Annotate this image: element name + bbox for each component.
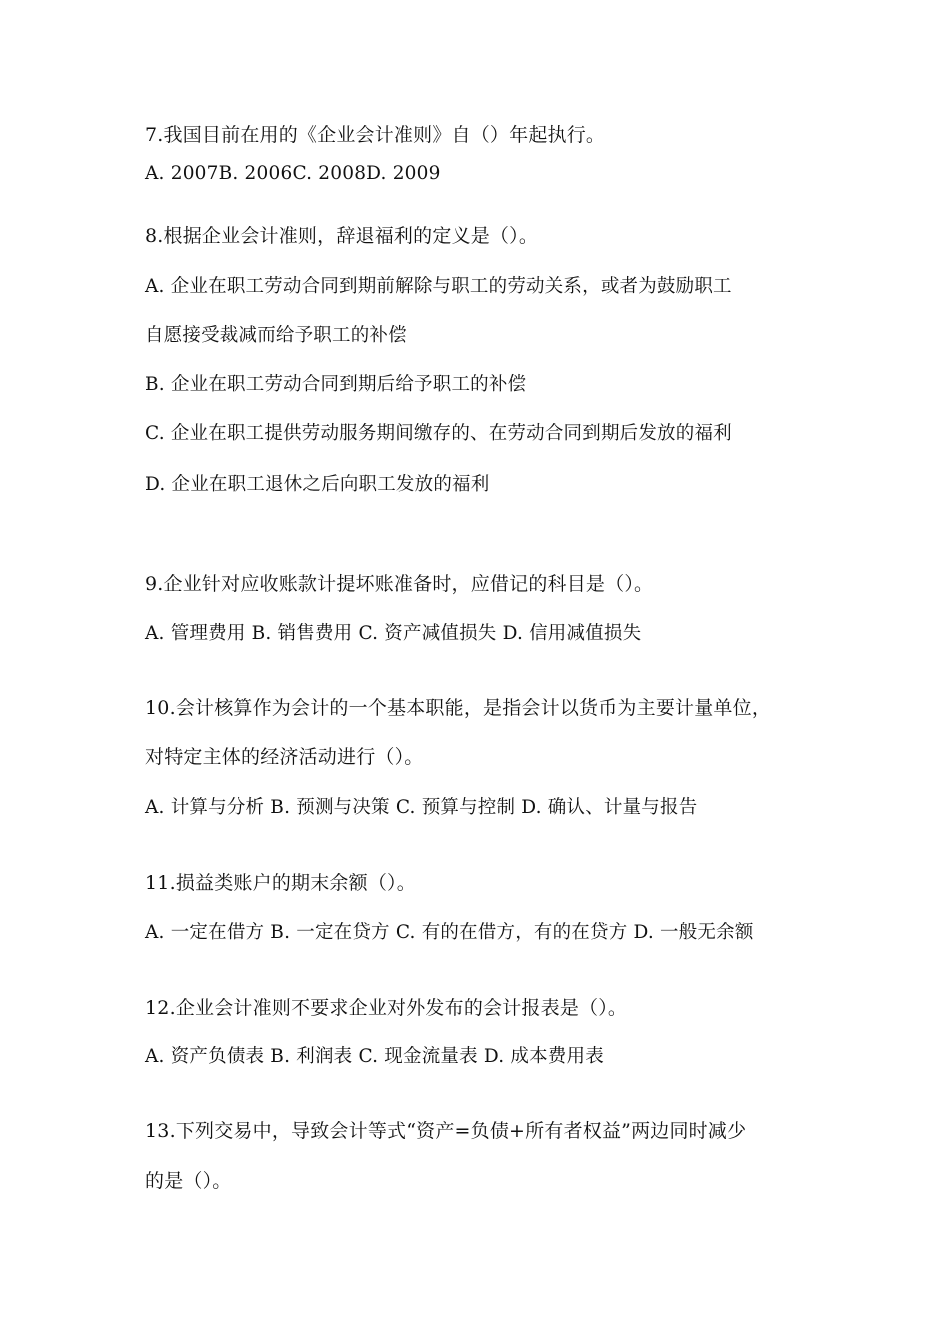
question-8-option-a-cont: 自愿接受裁减而给予职工的补偿 (145, 325, 407, 346)
question-10-stem: 10.会计核算作为会计的一个基本职能，是指会计以货币为主要计量单位， (145, 697, 772, 719)
question-12-stem: 12.企业会计准则不要求企业对外发布的会计报表是（）。 (145, 997, 628, 1019)
question-8-stem: 8.根据企业会计准则，辞退福利的定义是（）。 (145, 225, 539, 247)
question-8-option-b: B. 企业在职工劳动合同到期后给予职工的补偿 (145, 374, 527, 395)
question-10-stem-cont: 对特定主体的经济活动进行（）。 (145, 746, 424, 768)
question-8-option-c: C. 企业在职工提供劳动服务期间缴存的、在劳动合同到期后发放的福利 (145, 423, 732, 444)
question-13-stem: 13.下列交易中，导致会计等式“资产=负债+所有者权益”两边同时减少 (145, 1120, 747, 1142)
question-8-option-a: A. 企业在职工劳动合同到期前解除与职工的劳动关系，或者为鼓励职工 (145, 276, 732, 297)
question-7-options: A. 2007B. 2006C. 2008D. 2009 (145, 163, 441, 184)
question-10-options: A. 计算与分析 B. 预测与决策 C. 预算与控制 D. 确认、计量与报告 (145, 797, 698, 818)
question-11-options: A. 一定在借方 B. 一定在贷方 C. 有的在借方，有的在贷方 D. 一般无余额 (145, 922, 754, 943)
question-13-stem-cont: 的是（）。 (145, 1170, 232, 1192)
question-7-stem: 7.我国目前在用的《企业会计准则》自（）年起执行。 (145, 124, 606, 146)
question-12-options: A. 资产负债表 B. 利润表 C. 现金流量表 D. 成本费用表 (145, 1046, 604, 1067)
question-11-stem: 11.损益类账户的期末余额（）。 (145, 872, 416, 894)
question-8-option-d: D. 企业在职工退休之后向职工发放的福利 (145, 474, 490, 495)
question-9-options: A. 管理费用 B. 销售费用 C. 资产减值损失 D. 信用减值损失 (145, 623, 642, 644)
question-9-stem: 9.企业针对应收账款计提坏账准备时，应借记的科目是（）。 (145, 573, 654, 595)
